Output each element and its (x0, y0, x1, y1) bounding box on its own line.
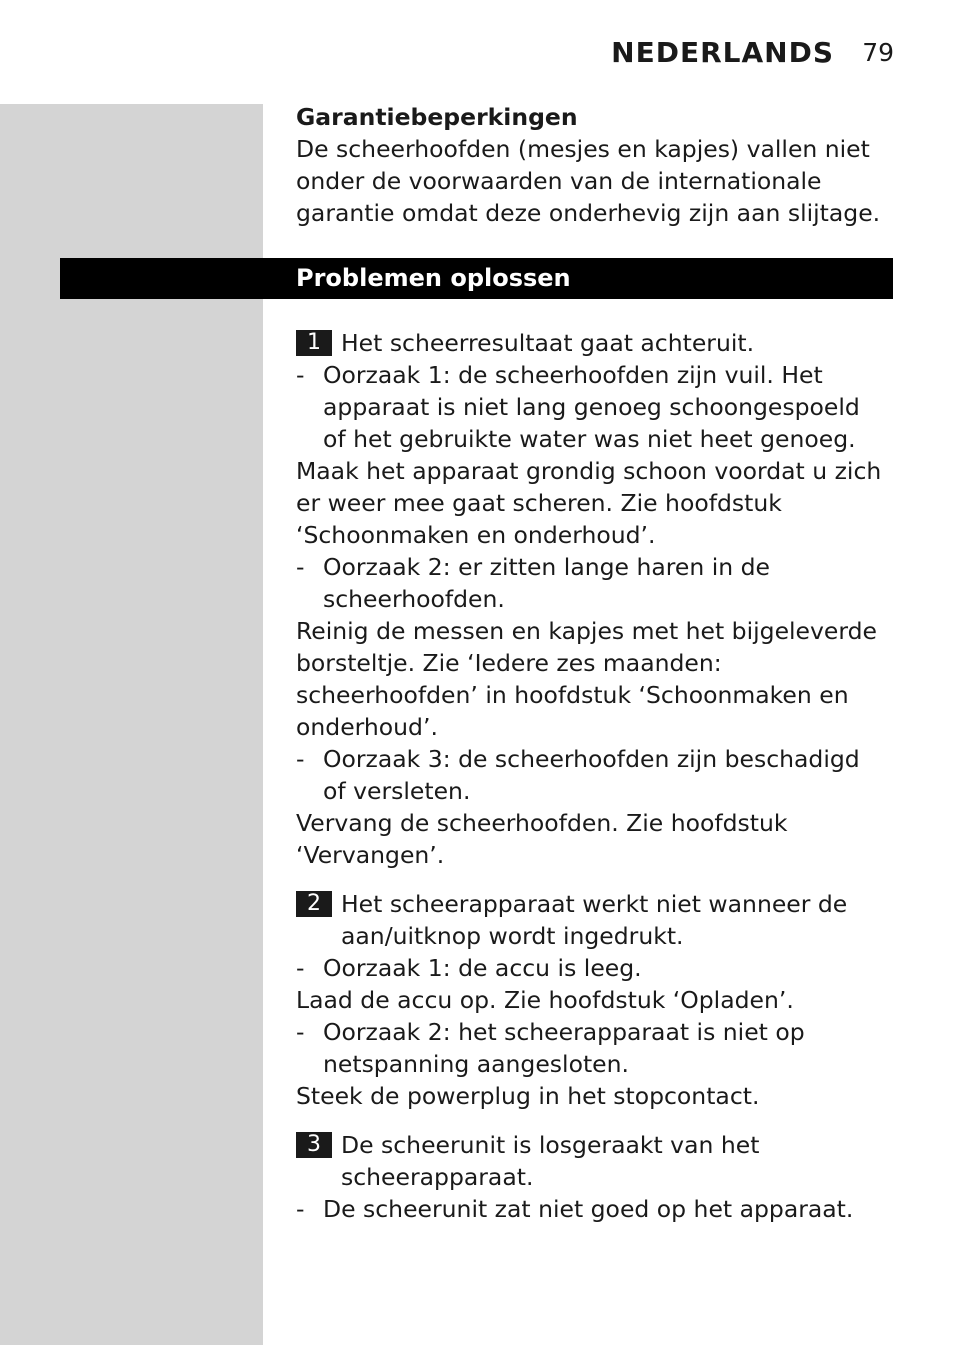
warranty-section (296, 101, 886, 229)
cause-item: - Oorzaak 2: er zitten lange haren in de scheerhoofden. (296, 553, 770, 613)
warranty-title: Garantiebeperkingen (296, 103, 578, 131)
problem-number: 3 (296, 1132, 332, 1158)
problem-number: 2 (296, 891, 332, 917)
cause-item: - Oorzaak 2: het scheerapparaat is niet op netspanning aangesloten. (296, 1018, 805, 1078)
cause-item: - Oorzaak 1: de scheerhoofden zijn vuil. Het apparaat is niet lang genoeg schoongespoeld of het gebruikte water was niet heet genoeg. (296, 361, 860, 453)
cause-item: - Oorzaak 1: de accu is leeg. (296, 954, 642, 982)
cause-text: Oorzaak 2: er zitten lange haren in de scheerhoofden. (323, 553, 770, 613)
section-bar (60, 258, 893, 299)
solution-text: Maak het apparaat grondig schoon voordat u zich er weer mee gaat scheren. Zie hoofdstuk ‘Schoonmaken en onderhoud’. (296, 457, 882, 549)
problem-number: 1 (296, 330, 332, 356)
solution-text: Vervang de scheerhoofden. Zie hoofdstuk ‘Vervangen’. (296, 809, 788, 869)
page-number: 79 (862, 38, 894, 67)
problem-2 (296, 888, 886, 952)
troubleshooting-title: Problemen oplossen (296, 264, 571, 292)
cause-text: Oorzaak 2: het scheerapparaat is niet op netspanning aangesloten. (323, 1018, 805, 1078)
cause-text: De scheerunit zat niet goed op het apparaat. (323, 1195, 854, 1223)
problem-title: Het scheerapparaat werkt niet wanneer de aan/uitknop wordt ingedrukt. (341, 890, 848, 950)
solution-text: Reinig de messen en kapjes met het bijgeleverde borsteltje. Zie ‘Iedere zes maanden: scheerhoofden’ in hoofdstuk ‘Schoonmaken en onderhoud’. (296, 617, 878, 741)
problem-title: Het scheerresultaat gaat achteruit. (341, 329, 755, 357)
troubleshooting-section (296, 327, 886, 1225)
cause-item: - De scheerunit zat niet goed op het apparaat. (296, 1195, 854, 1223)
problem-1 (296, 327, 886, 359)
cause-text: Oorzaak 3: de scheerhoofden zijn beschadigd of versleten. (323, 745, 860, 805)
cause-text: Oorzaak 1: de scheerhoofden zijn vuil. Het apparaat is niet lang genoeg schoongespoeld of het gebruikte water was niet heet genoeg. (323, 361, 860, 453)
language-header: NEDERLANDS (611, 36, 834, 69)
solution-text: Steek de powerplug in het stopcontact. (296, 1082, 760, 1110)
warranty-text: De scheerhoofden (mesjes en kapjes) vallen niet onder de voorwaarden van de internationale garantie omdat deze onderhevig zijn aan slijtage. (296, 135, 881, 227)
cause-item: - Oorzaak 3: de scheerhoofden zijn beschadigd of versleten. (296, 745, 860, 805)
solution-text: Laad de accu op. Zie hoofdstuk ‘Opladen’. (296, 986, 794, 1014)
cause-text: Oorzaak 1: de accu is leeg. (323, 954, 642, 982)
problem-3 (296, 1129, 886, 1193)
problem-title: De scheerunit is losgeraakt van het scheerapparaat. (341, 1131, 760, 1191)
